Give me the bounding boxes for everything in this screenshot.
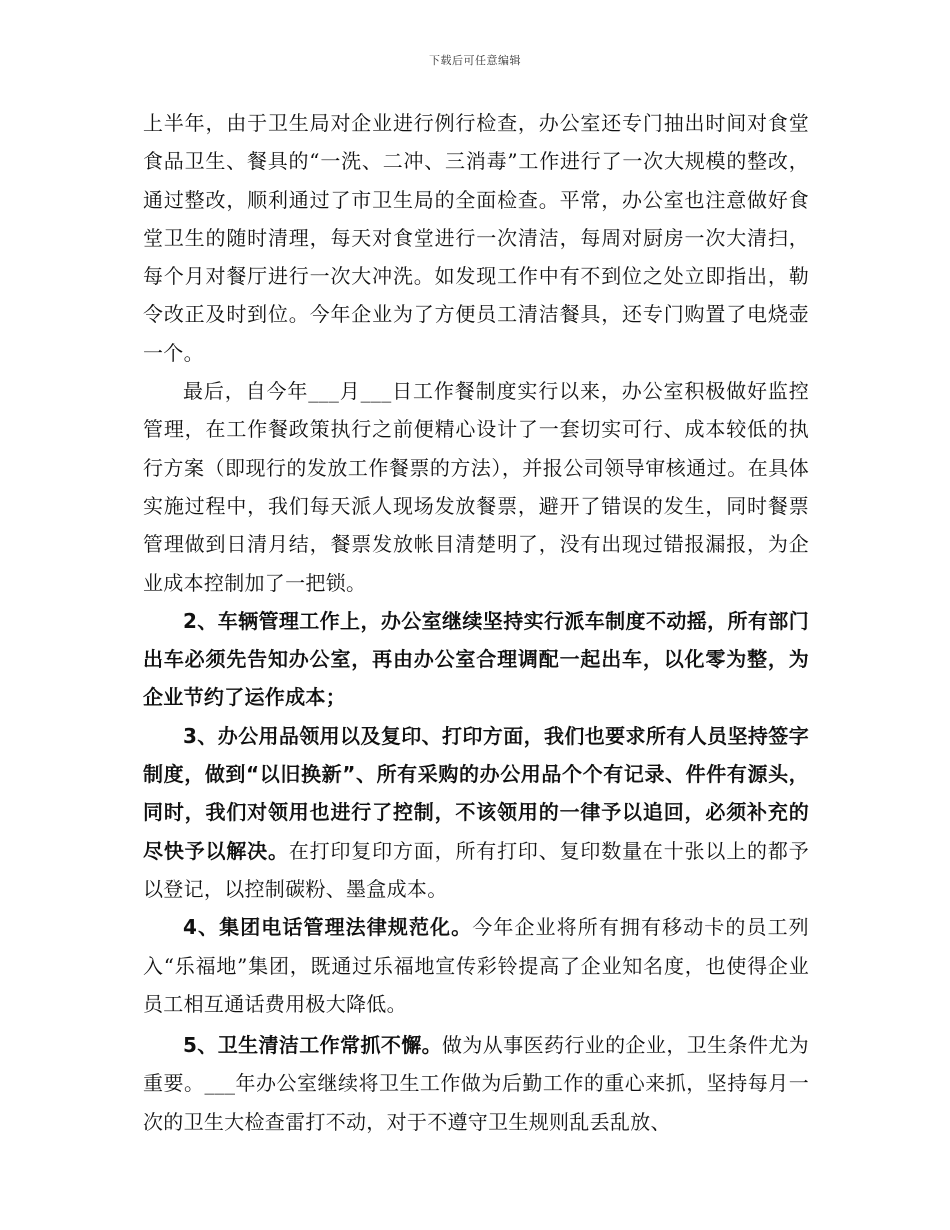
paragraph-meal-ticket: 最后，自今年___月___日工作餐制度实行以来，办公室积极做好监控管理，在工作餐政策执行之前便精心设计了一套切实可行、成本较低的执行方案（即现行的发放工作餐票的方法），并报公司领导审核通过。在具体实施过程中，我们每天派人现场发放餐票，避开了错误的发生，同时餐票管理做到日清月结，餐票发放帐目清楚明了，没有出现过错报漏报，为企业成本控制加了一把锁。 — [143, 379, 809, 595]
page-header: 下载后可任意编辑 — [429, 54, 521, 67]
cleaning-work-heading: 5、卫生清洁工作常抓不懈。 — [183, 1033, 443, 1058]
phone-management-heading: 4、集团电话管理法律规范化。 — [183, 915, 473, 940]
paragraph-cleaning-work — [143, 1026, 809, 1141]
phone-management-text: 今年企业将所有拥有移动卡的员工列入“乐福地”集团，既通过乐福地宣传彩铃提高了企业知名度，也使得企业员工相互通话费用极大降低。 — [143, 915, 809, 1016]
paragraph-vehicle-management: 2、车辆管理工作上，办公室继续坚持实行派车制度不动摇，所有部门出车必须先告知办公室，再由办公室合理调配一起出车，以化零为整，为企业节约了运作成本； — [143, 608, 809, 710]
office-supplies-heading: 3、办公用品领用以及复印、打印方面，我们也要求所有人员坚持签字制度，做到“以旧换新”、所有采购的办公用品个个有记录、件件有源头，同时，我们对领用也进行了控制，不该领用的一律予以追回，必须补充的尽快予以解决。 — [143, 723, 809, 863]
paragraph-hygiene-inspection: 上半年，由于卫生局对企业进行例行检查，办公室还专门抽出时间对食堂食品卫生、餐具的“一洗、二冲、三消毒”工作进行了一次大规模的整改，通过整改，顺利通过了市卫生局的全面检查。平常，办公室也注意做好食堂卫生的随时清理，每天对食堂进行一次清洁，每周对厨房一次大清扫，每个月对餐厅进行一次大冲洗。如发现工作中有不到位之处立即指出，勒令改正及时到位。今年企业为了方便员工清洁餐具，还专门购置了电烧壶一个。 — [143, 111, 809, 365]
cleaning-work-text: 做为从事医药行业的企业，卫生条件尤为重要。___年办公室继续将卫生工作做为后勤工作的重心来抓，坚持每月一次的卫生大检查雷打不动，对于不遵守卫生规则乱丢乱放、 — [143, 1033, 809, 1134]
paragraph-office-supplies — [143, 717, 809, 908]
office-supplies-text: 在打印复印方面，所有打印、复印数量在十张以上的都予以登记，以控制碳粉、墨盒成本。 — [143, 838, 810, 901]
document-body — [143, 104, 809, 1141]
paragraph-phone-management — [143, 908, 809, 1023]
